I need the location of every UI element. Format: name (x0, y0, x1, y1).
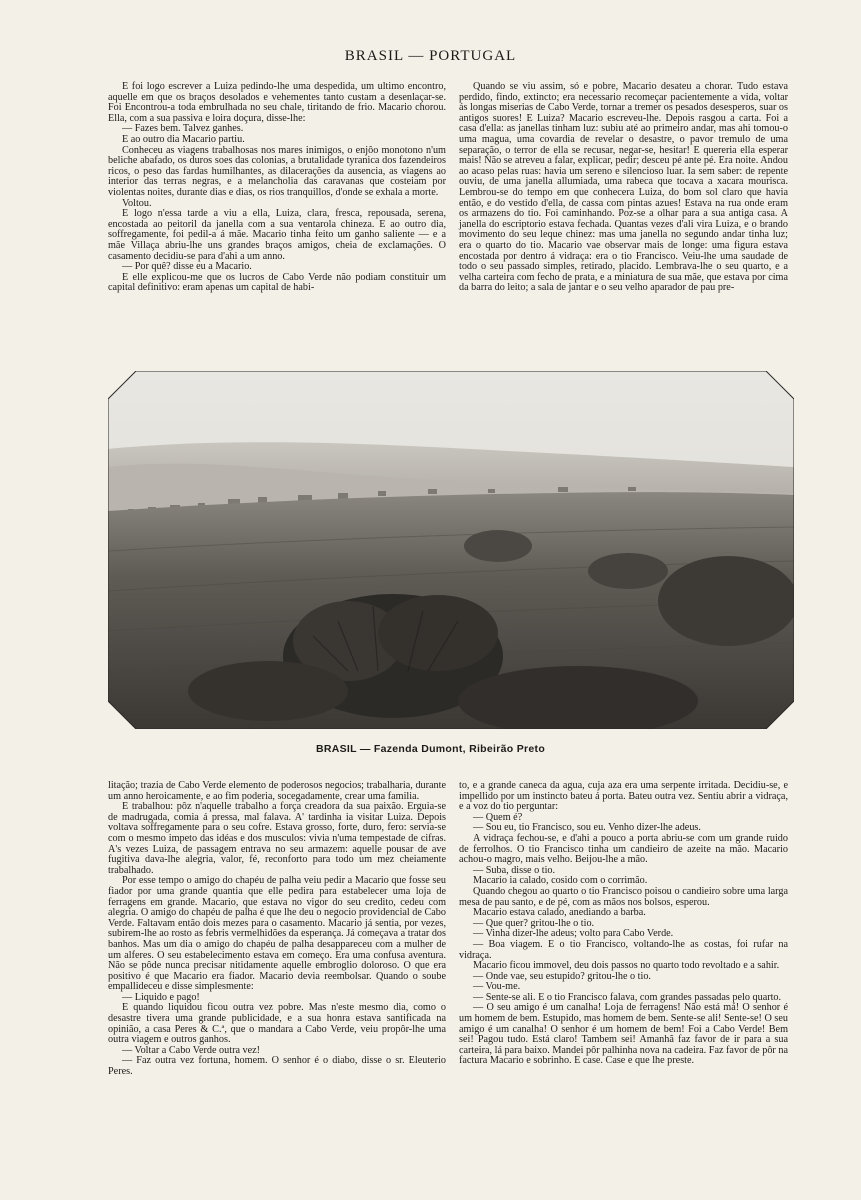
paragraph: E elle explicou-me que os lucros de Cabo Verde não podiam constituir um capital definitivo: eram apenas um capital de habi- (108, 271, 446, 294)
paragraph: A vidraça fechou-se, e d'ahi a pouco a porta abriu-se com um grande ruido de ferrolhos. O tio Francisco tinha um candieiro de azeite na mão. Macario achou-o magro, mais velho. Beijou-lhe a mão. (459, 832, 788, 866)
paragraph: E foi logo escrever a Luiza pedindo-lhe uma despedida, um ultimo encontro, aquelle em que os braços desolados e vehementes tanto custam a desenlaçar-se. Foi Encontrou-a toda embrulhada no seu chale, tiritando de frio. Macario chorou. Ella, com a sua passiva e loira doçura, disse-lhe: (108, 81, 446, 124)
paragraph: — Boa viagem. E o tio Francisco, voltando-lhe as costas, foi rufar na vidraça. (459, 938, 788, 961)
paragraph: — Sente-se ali. E o tio Francisco falava, com grandes passadas pelo quarto. (473, 991, 782, 1003)
paragraph: Macario ia calado, cosido com o corrimão. (473, 875, 648, 887)
paragraph: Voltou. (122, 197, 152, 209)
paragraph: E trabalhou: pôz n'aquelle trabalho a força creadora da sua paixão. Erguia-se de madrugada, comia á pressa, mal falava. A' tardinha ia visitar Luiza. Depois voltava soffregamente para o seu cofre. Estava grosso, forte, duro, fero: servia-se com o mesmo impeto das idéas e dos musculos: vivia n'uma tempestade de cifras. A's vezes Luiza, de passagem entrava no seu armazem: aquelle pousar de ave fugitiva dava-lhe alegria, valor, fé, reconforto para todo um mez cheiamente trabalhado. (108, 801, 446, 876)
text-column-bottom-left (108, 781, 446, 1078)
paragraph: Quando se viu assim, só e pobre, Macario desateu a chorar. Tudo estava perdido, findo, extincto; era necessario recomeçar pacientemente a vida, voltar ás longas miserias de Cabo Verde, tornar a tremer os pesados desesperos, suar os antigos suores! E Luiza? Macario escreveu-lhe. Depois rasgou a carta. Foi a casa d'ella: as janellas tinham luz: subiu até ao primeiro andar, mas ahi tomou-o uma magua, uma covardia de revelar o desastre, o pavor tremulo de uma separação, o terror de ella se recusar, negar-se, hesitar! E quereria ella esperar mais! Não se atreveu a falar, explicar, pedir; desceu pé ante pé. Era noite. Andou ao acaso pelas ruas: havia um sereno e silencioso luar. Ia sem saber: de repente ouviu, de uma janella allumiada, uma rabeca que tocava a xacara mourisca. Lembrou-se do tempo em que conhecera Luiza, do bom sol claro que havia então, e do vestido d'ella, de cassa com pintas azues! Estava na rua onde eram os armazens do tio. Foi caminhando. Poz-se a olhar para a sua antiga casa. A janella do escriptorio estava fechada. Quantas vezes d'ali vira Luiza, e o brando movimento do seu leque chinez: mas uma janella no segundo andar tinha luz; era o quarto do tio. Macario vae observar mais de longe: uma figura estava encostada por dentro á vidraça: era o tio Francisco. Veiu-lhe uma saudade de todo o seu passado simples, retirado, placido. Lembrava-lhe o seu quarto, e a velha carteira com fecho de prata, e a miniatura de sua mãe, que estava por cima da barra do leito; a sala de jantar e o seu velho aparador de pau pre- (459, 81, 788, 294)
paragraph: — Que quer? gritou-lhe o tio. (473, 917, 595, 929)
paragraph: — Por quê? disse eu a Macario. (122, 261, 252, 273)
text-column-top-left (108, 82, 446, 294)
paragraph: — Faz outra vez fortuna, homem. O senhor é o diabo, disse o sr. Eleuterio Peres. (108, 1055, 446, 1078)
paragraph: — Sou eu, tio Francisco, sou eu. Venho dizer-lhe adeus. (473, 822, 701, 834)
paragraph: — O seu amigo é um canalha! Loja de ferragens! Não está má! O senhor é um homem de bem. Estupido, mas homem de bem. Sente-se ali! Sente-se! O seu amigo é um canalha! O senhor é um homem de bem! Foi a Cabo Verde! Bem sei! Pagou tudo. Está claro! Tambem sei! Amanhã faz favor de ir para a sua carteira, lá para baixo. Mandei pôr palhinha nova na cadeira. Faz favor de pôr na factura Macario e sobrinho. E case. Case e que lhe preste. (459, 1002, 788, 1067)
paragraph: Macario ficou immovel, deu dois passos no quarto todo revoltado e a sahir. (473, 960, 780, 972)
paragraph: Por esse tempo o amigo do chapéu de palha veiu pedir a Macario que fosse seu fiador por uma grande quantia que elle pedira para estabelecer uma loja de ferragens em grande. Macario, que estava no vigor do seu credito, cedeu com alegria. O amigo do chapéu de palha é que lhe deu o negocio providencial de Cabo Verde. Faltavam então dois mezes para o casamento. Macario já sentia, por vezes, subirem-lhe ao rosto as febris vermelhidões da esperança. Já começava a tratar dos banhos. Mas um dia o amigo do chapéu de palha desappareceu com a mulher de um alferes. O seu estabelecimento estava em começo. Era uma confusa aventura. Não se pôde nunca precisar nitidamente aquelle embroglio doloroso. O que era positivo é que Macario era fiador. Macario devia reembolsar. Quando o soube empallideceu e disse simplesmente: (108, 875, 446, 993)
paragraph: — Quem é? (473, 811, 523, 823)
paragraph: E ao outro dia Macario partiu. (122, 133, 245, 145)
paragraph: litação; trazia de Cabo Verde elemento de poderosos negocios; trabalharia, durante um anno heroicamente, e ao fim poderia, socegadamente, crear uma familia. (108, 780, 446, 802)
paragraph: — Vinha dizer-lhe adeus; volto para Cabo Verde. (473, 928, 674, 940)
paragraph: Conheceu as viagens trabalhosas nos mares inimigos, o enjôo monotono n'um beliche abafado, os duros soes das colonias, a brutalidade tyranica dos fazendeiros ricos, o peso das fardas humilhantes, as dilacerações da ausencia, as viagens ao interior das terras negras, e a melancholia das caravanas que costeiam por violentas noites, durante dias e dias, os rios tranquillos, d'onde se exhala a morte. (108, 144, 446, 198)
running-header: BRASIL — PORTUGAL (344, 48, 517, 64)
paragraph: — Onde vae, seu estupido? gritou-lhe o tio. (473, 970, 651, 982)
paragraph: — Voltar a Cabo Verde outra vez! (122, 1044, 261, 1056)
paragraph: Quando chegou ao quarto o tio Francisco poisou o candieiro sobre uma larga mesa de pau santo, e de pé, com as mãos nos bolsos, esperou. (459, 885, 788, 908)
paragraph: E quando liquidou ficou outra vez pobre. Mas n'este mesmo dia, como o desastre tivera uma grande publicidade, e a sua honra estava santificada na opinião, a casa Peres & C.ª, que o mandara a Cabo Verde, veiu propôr-lhe uma outra viagem e outros ganhos. (108, 1002, 446, 1046)
text-column-bottom-right (459, 781, 788, 1067)
paragraph: — Vou-me. (473, 981, 521, 993)
paragraph: Macario estava calado, anediando a barba. (473, 907, 646, 919)
paragraph: to, e a grande caneca da agua, cuja aza era uma serpente irritada. Decidiu-se, e impellido por um instincto bateu á porta. Bateu outra vez. Sentiu abrir a vidraça, e a voz do tio perguntar: (459, 780, 788, 813)
figure-caption: BRASIL — Fazenda Dumont, Ribeirão Preto (315, 743, 546, 755)
paragraph: — Fazes bem. Talvez ganhes. (122, 123, 244, 135)
paragraph: E logo n'essa tarde a viu a ella, Luiza, clara, fresca, repousada, serena, encostada ao peitoril da janella com a sua ventarola chineza. E ao outro dia, soffregamente, foi pedil-a á mãe. Macario tinha feito um ganho saliente — e a mãe Villaça abriu-lhe uns grandes braços amigos, cheia de exclamações. O casamento decidiu-se para d'ahi a um anno. (108, 208, 446, 262)
text-column-top-right (459, 82, 788, 294)
photograph-fazenda-dumont (108, 371, 794, 729)
paragraph: — Liquido e pago! (122, 991, 200, 1003)
paragraph: — Suba, disse o tio. (473, 864, 556, 876)
